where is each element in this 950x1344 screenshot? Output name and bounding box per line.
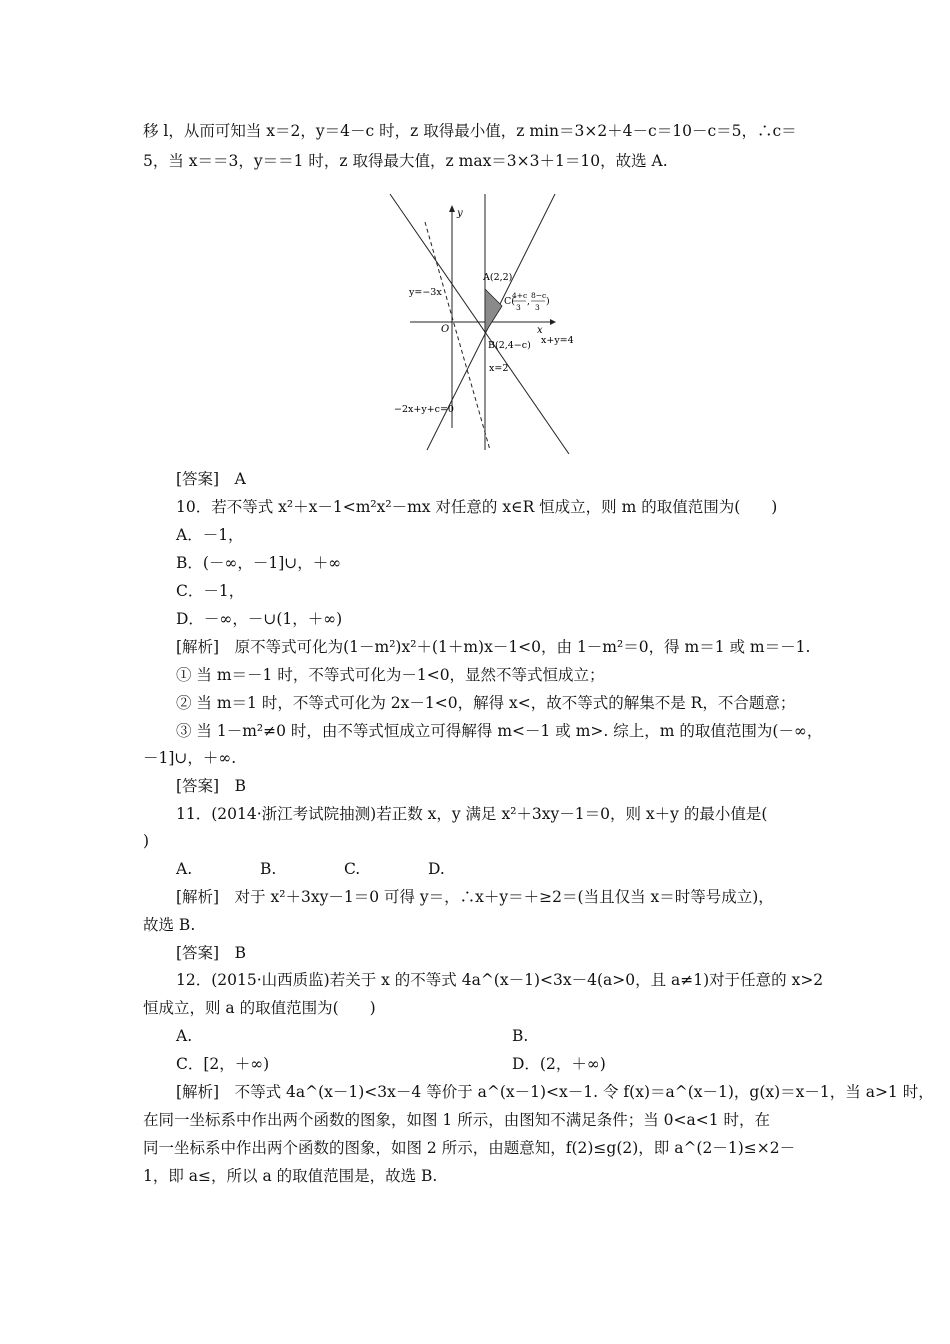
- y-axis-arrow: [449, 205, 455, 212]
- question-12-option-c: C．[2，＋∞): [176, 1055, 270, 1073]
- question-12-option-d: D．(2，＋∞): [512, 1055, 606, 1073]
- question-10-option-c: C．－1，: [176, 582, 245, 600]
- question-11-analysis: [解析] 对于 x²＋3xy－1＝0 可得 y＝，∴x＋y＝＋≥2＝(当且仅当 x＝时等号成立)，: [176, 888, 774, 906]
- question-10-analysis: ② 当 m＝1 时，不等式可化为 2x－1<0，解得 x<，故不等式的解集不是 R，不合题意；: [176, 694, 796, 712]
- text-line: 5，当 x＝＝3，y＝＝1 时，z 取得最大值，z max＝3×3＋1＝10，故选 A.: [143, 152, 668, 170]
- origin-label: O: [441, 324, 450, 335]
- text-line: 移 l，从而可知当 x＝2，y＝4－c 时，z 取得最小值，z min＝3×2＋4－c＝10－c＝5，∴c＝: [143, 122, 797, 140]
- line-x-equals-2-label: x=2: [489, 363, 509, 374]
- question-10-option-a: A．－1，: [176, 526, 244, 544]
- svg-text:3: 3: [516, 303, 521, 312]
- feasible-region: [485, 289, 502, 333]
- question-11-option-b: B.: [260, 860, 277, 878]
- question-12-stem: 恒成立，则 a 的取值范围为( ): [143, 999, 376, 1017]
- svg-text:,: ,: [527, 296, 531, 307]
- question-10-analysis: －1]∪，＋∞.: [143, 749, 237, 767]
- line-x-plus-y-4-label: x+y=4: [541, 335, 574, 346]
- linear-programming-figure: [385, 192, 575, 454]
- question-10-analysis: ③ 当 1－m²≠0 时，由不等式恒成立可得解得 m<－1 或 m>. 综上，m 的取值范围为(－∞，: [176, 722, 823, 740]
- question-10-answer: [答案] B: [176, 777, 246, 795]
- svg-text:8−c: 8−c: [531, 291, 547, 300]
- question-11-option-c: C.: [344, 860, 361, 878]
- svg-text:3: 3: [535, 303, 540, 312]
- line-y-minus-3x: [425, 222, 490, 450]
- question-11-analysis: 故选 B.: [143, 916, 196, 934]
- question-12-option-a: A.: [176, 1027, 193, 1045]
- question-10-option-b: B．(－∞，－1]∪，＋∞: [176, 554, 342, 572]
- question-12-analysis: 同一坐标系中作出两个函数的图象，如图 2 所示，由题意知，f(2)≤g(2)，即 a^(2－1)≤×2－: [143, 1139, 796, 1157]
- question-12-stem: 12．(2015·山西质监)若关于 x 的不等式 4a^(x－1)<3x－4(a>0，且 a≠1)对于任意的 x>2: [176, 971, 824, 989]
- question-11-answer: [答案] B: [176, 944, 246, 962]
- question-11-stem: 11．(2014·浙江考试院抽测)若正数 x，y 满足 x²＋3xy－1＝0，则 x＋y 的最小值是(: [176, 805, 768, 823]
- question-10-stem: 10．若不等式 x²＋x－1<m²x²－mx 对任意的 x∈R 恒成立，则 m 的取值范围为( ): [176, 498, 778, 516]
- question-12-analysis: 1，即 a≤，所以 a 的取值范围是，故选 B.: [143, 1167, 438, 1185]
- question-12-analysis: 在同一坐标系中作出两个函数的图象，如图 1 所示，由图知不满足条件；当 0<a<1 时，在: [143, 1111, 771, 1129]
- question-12-analysis: [解析] 不等式 4a^(x－1)<3x－4 等价于 a^(x－1)<x－1. 令 f(x)＝a^(x－1)，g(x)＝x－1，当 a>1 时，: [176, 1083, 934, 1101]
- line-x-plus-y-4: [390, 194, 569, 454]
- point-a-label: A(2,2): [483, 272, 513, 283]
- line-c-label: −2x+y+c=0: [394, 404, 454, 415]
- svg-text:): ): [546, 296, 550, 307]
- question-10-analysis: ① 当 m＝－1 时，不等式可化为－1<0，显然不等式恒成立；: [176, 666, 605, 684]
- question-12-option-b: B.: [512, 1027, 529, 1045]
- x-axis-label: x: [537, 325, 543, 336]
- point-c-label: [504, 291, 550, 312]
- question-11-option-a: A.: [176, 860, 193, 878]
- question-10-option-d: D．－∞，－∪(1，＋∞): [176, 610, 343, 628]
- svg-text:C(: C(: [504, 296, 515, 307]
- line-y-minus-3x-label: y=−3x: [409, 287, 442, 298]
- question-10-analysis: [解析] 原不等式可化为(1－m²)x²＋(1＋m)x－1<0，由 1－m²＝0，得 m＝1 或 m＝－1.: [176, 638, 811, 656]
- answer-9: [答案] A: [176, 470, 246, 488]
- y-axis-label: y: [457, 208, 463, 219]
- question-11-option-d: D.: [428, 860, 445, 878]
- question-11-stem: ): [143, 832, 150, 850]
- svg-text:4+c: 4+c: [512, 291, 528, 300]
- x-axis-arrow: [550, 319, 556, 325]
- point-b-label: B(2,4−c): [488, 340, 531, 351]
